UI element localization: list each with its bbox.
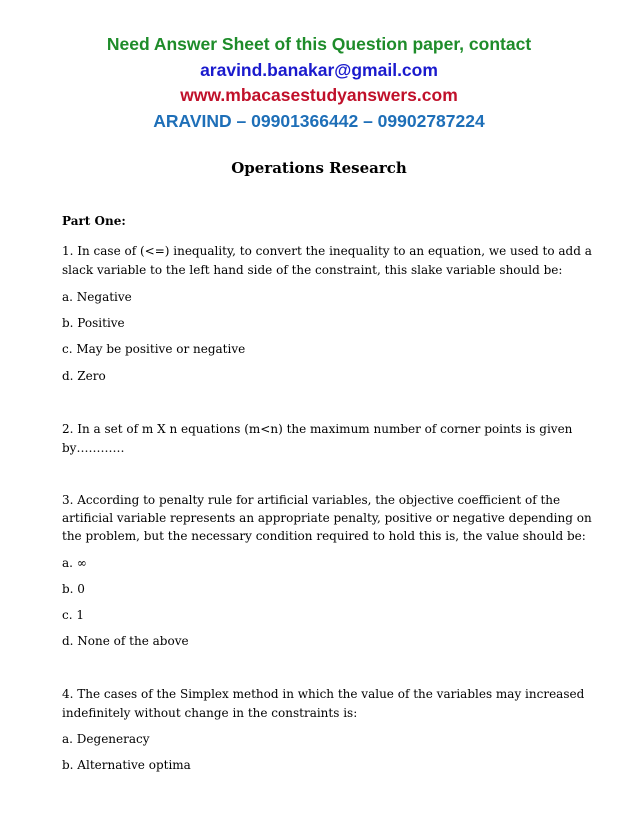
question-4-line: indefinitely without change in the constraints is: [62,706,358,720]
question-1-option: b. Positive [62,316,125,330]
question-3-option: d. None of the above [62,634,189,648]
question-1-line: slack variable to the left hand side of the constraint, this slake variable should be: [62,263,563,277]
contact-website: www.mbacasestudyanswers.com [180,85,458,105]
question-3-line: artificial variable represents an appropriate penalty, positive or negative depending on [62,511,592,525]
question-1-option: a. Negative [62,290,132,304]
question-4-option: a. Degeneracy [62,732,150,746]
question-2-line: by………… [62,441,125,455]
question-4-line: 4. The cases of the Simplex method in which the value of the variables may increased [62,687,585,701]
contact-email: aravind.banakar@gmail.com [200,60,438,80]
question-2-line: 2. In a set of m X n equations (m<n) the maximum number of corner points is given [62,422,573,436]
question-1-line: 1. In case of (<=) inequality, to convert the inequality to an equation, we used to add a [62,244,592,258]
question-3-option: a. ∞ [62,556,87,570]
document-title: Operations Research [231,159,407,177]
question-1-option: d. Zero [62,369,106,383]
question-3-option: b. 0 [62,582,85,596]
part-heading: Part One: [62,214,126,228]
contact-phone: ARAVIND – 09901366442 – 09902787224 [153,111,485,131]
question-3-line: the problem, but the necessary condition required to hold this is, the value should be: [62,529,586,543]
question-3-line: 3. According to penalty rule for artificial variables, the objective coefficient of the [62,493,561,507]
question-3-option: c. 1 [62,608,84,622]
contact-heading: Need Answer Sheet of this Question paper, contact [106,34,532,54]
question-1-option: c. May be positive or negative [62,342,246,356]
question-4-option: b. Alternative optima [62,758,191,772]
